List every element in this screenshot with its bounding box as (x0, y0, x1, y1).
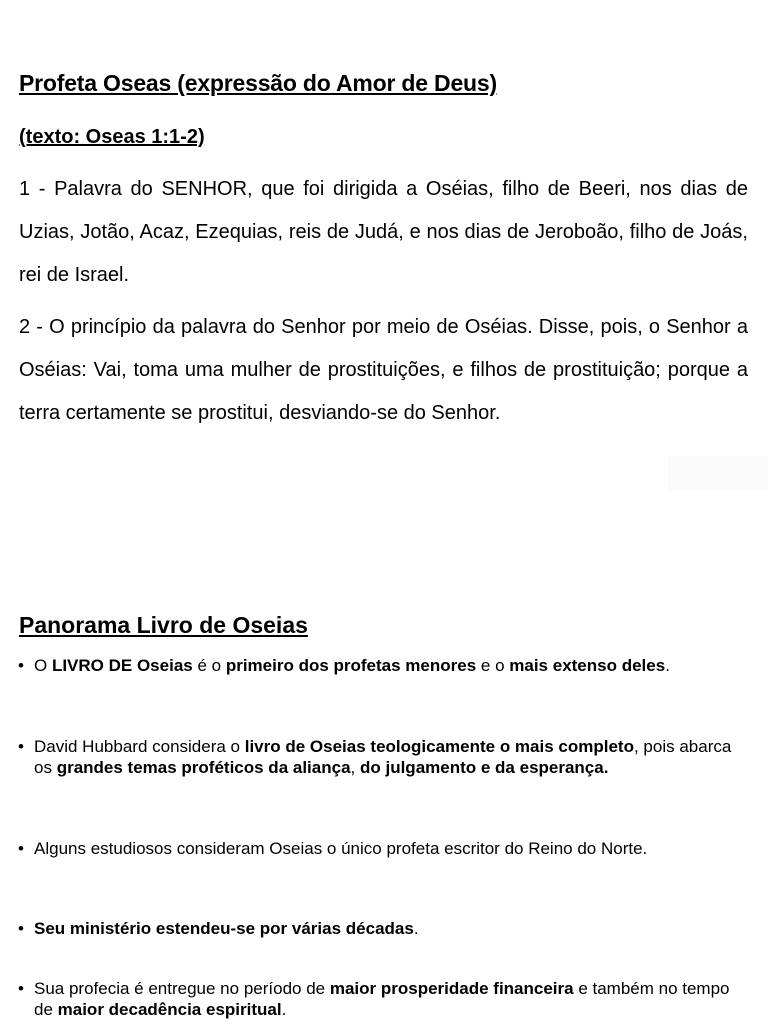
bullet-text (34, 918, 748, 939)
verse-1-paragraph: 1 - Palavra do SENHOR, que foi dirigida a Oséias, filho de Beeri, nos dias de Uzias, Jotão, Acaz, Ezequias, reis de Judá, e nos dias de Jeroboão, filho de Joás, rei de Israel. (19, 178, 748, 286)
bold-text-segment: do julgamento e da esperança. (359, 758, 609, 777)
text-segment: , (350, 758, 360, 777)
bullet-marker: • (18, 656, 24, 675)
bullet-marker: • (18, 919, 24, 938)
bold-text-segment: livro de Oseias teologicamente o mais completo (244, 737, 634, 756)
slide-text-oseas (0, 0, 768, 500)
slide-subtitle: (texto: Oseas 1:1-2) (19, 126, 205, 148)
bold-text-segment: Seu ministério estendeu-se por várias décadas (34, 919, 414, 938)
panorama-title: Panorama Livro de Oseias (19, 612, 308, 638)
faint-background-box (668, 456, 768, 490)
bullet-marker: • (18, 839, 24, 858)
bullet-text (34, 978, 748, 1020)
bold-text-segment: maior decadência espiritual (57, 1000, 282, 1019)
text-segment: . (413, 919, 419, 938)
text-segment: Alguns estudiosos consideram Oseias o único profeta escritor do Reino do Norte. (34, 839, 648, 858)
bullet-marker: • (18, 737, 24, 756)
bullet-item (18, 736, 748, 778)
text-segment: e também no tempo de (34, 979, 730, 1019)
bullet-item (18, 978, 748, 1020)
bold-text-segment: mais extenso deles (509, 656, 666, 675)
bold-text-segment: primeiro dos profetas menores (225, 656, 477, 675)
text-segment: é o (192, 656, 226, 675)
bullet-marker: • (18, 979, 24, 998)
bullet-item (18, 918, 748, 939)
text-segment: e o (476, 656, 510, 675)
text-segment: O (34, 656, 52, 675)
bold-text-segment: LIVRO DE Oseias (51, 656, 193, 675)
bullet-item (18, 838, 748, 859)
text-segment: , pois abarca os (34, 737, 732, 777)
text-segment: . (665, 656, 670, 675)
bullet-item (18, 655, 748, 676)
slide-title: Profeta Oseas (expressão do Amor de Deus) (19, 70, 497, 96)
text-segment: Sua profecia é entregue no período de (34, 979, 330, 998)
verse-2-paragraph: 2 - O princípio da palavra do Senhor por meio de Oséias. Disse, pois, o Senhor a Oséias: Vai, toma uma mulher de prostituições, e filhos de prostituição; porque a terra certamente se prostitui, desviando-se do Senhor. (19, 316, 748, 424)
bold-text-segment: maior prosperidade financeira (329, 979, 574, 998)
text-segment: David Hubbard considera o (34, 737, 245, 756)
bullet-text (34, 655, 748, 676)
bullet-text (34, 736, 748, 778)
bold-text-segment: grandes temas proféticos da aliança (56, 758, 351, 777)
bullet-text (34, 838, 748, 859)
slide-panorama (0, 560, 768, 1024)
text-segment: . (281, 1000, 287, 1019)
